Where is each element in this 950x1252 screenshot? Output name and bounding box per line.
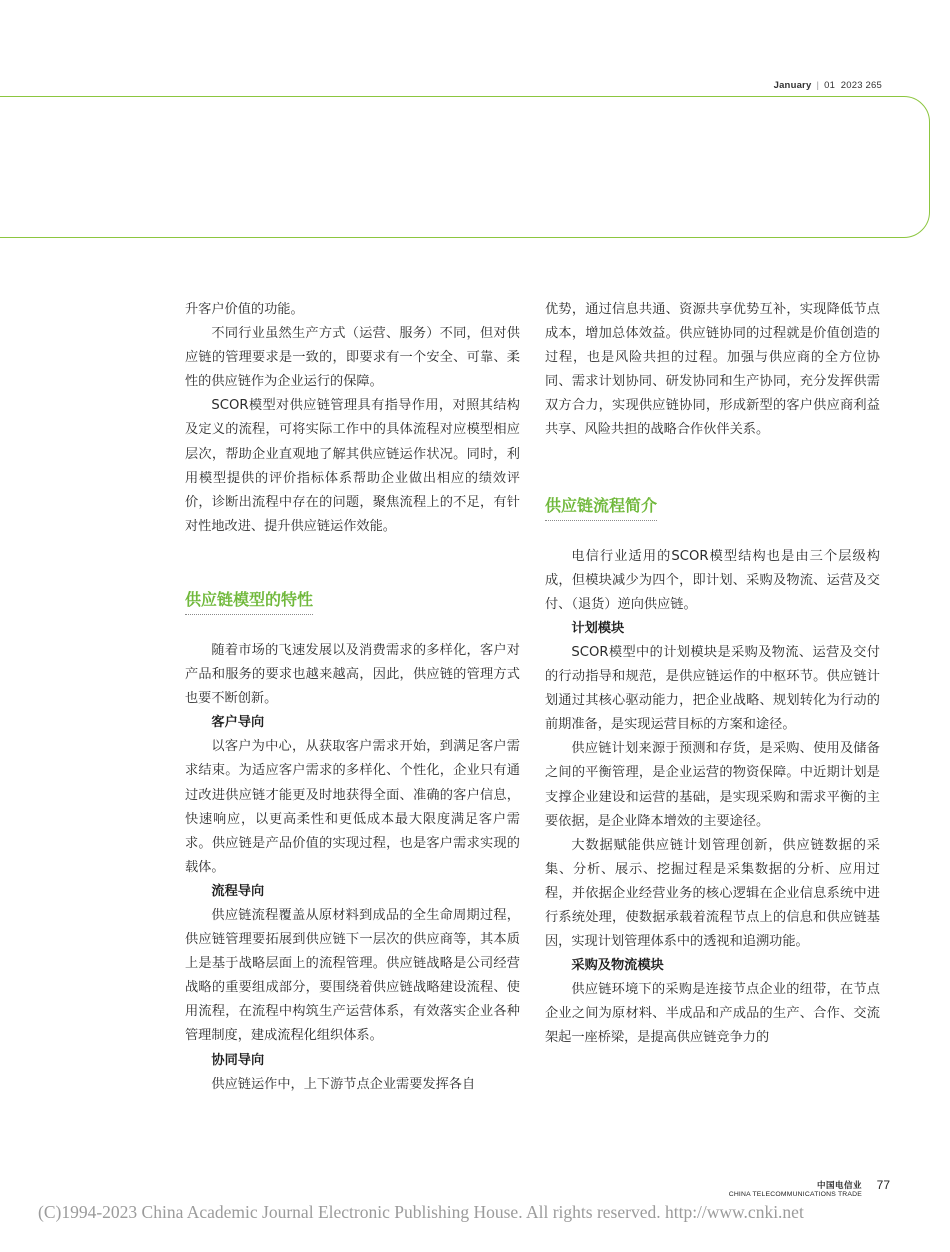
paragraph: SCOR模型中的计划模块是采购及物流、运营及交付的行动指导和规范，是供应链运作的中枢环节。供应链计划通过其核心驱动能力，把企业战略、规划转化为行动的前期准备，是实现运营目标的方案和途径。 <box>545 644 880 733</box>
paragraph: 以客户为中心，从获取客户需求开始，到满足客户需求结束。为适应客户需求的多样化、个性化，企业只有通过改进供应链才能更及时地获得全面、准确的客户信息，快速响应，以更高柔性和更低成本最大限度满足客户需求。供应链是产品价值的实现过程，也是客户需求实现的载体。 <box>185 739 520 875</box>
issue-month: January <box>773 80 812 91</box>
page-number: 77 <box>876 1178 890 1192</box>
paragraph: 供应链运作中，上下游节点企业需要发挥各自 <box>211 1076 476 1092</box>
journal-logo-en: CHINA TELECOMMUNICATIONS TRADE <box>728 1191 862 1198</box>
section-heading: 供应链模型的特性 <box>185 589 313 615</box>
issue-header: January | 01 2023 265 <box>773 80 882 91</box>
copyright-watermark: (C)1994-2023 China Academic Journal Electronic Publishing House. All rights reserved. http://www.cnki.net <box>38 1202 804 1222</box>
subheading: 流程导向 <box>211 883 265 899</box>
paragraph: 供应链流程覆盖从原材料到成品的全生命周期过程，供应链管理要拓展到供应链下一层次的供应商等，其本质上是基于战略层面上的流程管理。供应链战略是公司经营战略的重要组成部分，要围绕着供应链战略建设流程、使用流程，在流程中构筑生产运营体系，有效落实企业各种管理制度，建成流程化组织体系。 <box>185 907 520 1044</box>
paragraph: 供应链计划来源于预测和存货，是采购、使用及储备之间的平衡管理，是企业运营的物资保障。中近期计划是支撑企业建设和运营的基础，是实现采购和需求平衡的主要依据，是企业降本增效的主要途径。 <box>545 741 880 829</box>
subheading: 客户导向 <box>211 715 265 731</box>
paragraph: 随着市场的飞速发展以及消费需求的多样化，客户对产品和服务的要求也越来越高，因此，供应链的管理方式也要不断创新。 <box>185 642 520 707</box>
paragraph: 优势，通过信息共通、资源共享优势互补，实现降低节点成本，增加总体效益。供应链协同的过程就是价值创造的过程，也是风险共担的过程。加强与供应商的全方位协同、需求计划协同、研发协同和生产协同，充分发挥供需双方合力，实现供应链协同，形成新型的客户供应商利益共享、风险共担的战略合作伙伴关系。 <box>545 302 880 438</box>
paragraph: 不同行业虽然生产方式（运营、服务）不同，但对供应链的管理要求是一致的，即要求有一个安全、可靠、柔性的供应链作为企业运行的保障。 <box>185 326 520 390</box>
subheading: 计划模块 <box>571 620 625 636</box>
paragraph: 电信行业适用的SCOR模型结构也是由三个层级构成，但模块减少为四个，即计划、采购及物流、运营及交付、（退货）逆向供应链。 <box>545 548 880 612</box>
section-heading: 供应链流程简介 <box>545 495 657 521</box>
paragraph: SCOR模型对供应链管理具有指导作用，对照其结构及定义的流程，可将实际工作中的具体流程对应模型相应层次，帮助企业直观地了解其供应链运作状况。同时，利用模型提供的评价指标体系帮助企业做出相应的绩效评价，诊断出流程中存在的问题，聚焦流程上的不足，有针对性地改进、提升供应链运作效能。 <box>185 398 520 534</box>
issue-day: 01 <box>824 80 836 91</box>
paragraph: 供应链环境下的采购是连接节点企业的纽带，在节点企业之间为原材料、半成品和产成品的生产、合作、交流架起一座桥梁，是提高供应链竞争力的 <box>545 982 880 1046</box>
subheading: 采购及物流模块 <box>571 958 664 974</box>
issue-year: 2023 265 <box>840 80 882 91</box>
paragraph: 升客户价值的功能。 <box>185 302 304 317</box>
journal-logo-cn: 中国电信业 <box>816 1180 862 1190</box>
paragraph: 大数据赋能供应链计划管理创新，供应链数据的采集、分析、展示、挖掘过程是采集数据的分析、应用过程，并依据企业经营业务的核心逻辑在企业信息系统中进行系统处理，使数据承载着流程节点上的信息和供应链基因，实现计划管理体系中的透视和追溯功能。 <box>545 837 880 950</box>
left-column <box>185 298 520 1097</box>
right-column <box>545 298 880 1051</box>
decorative-frame <box>0 96 930 238</box>
subheading: 协同导向 <box>211 1052 265 1068</box>
journal-logo <box>729 1179 862 1198</box>
